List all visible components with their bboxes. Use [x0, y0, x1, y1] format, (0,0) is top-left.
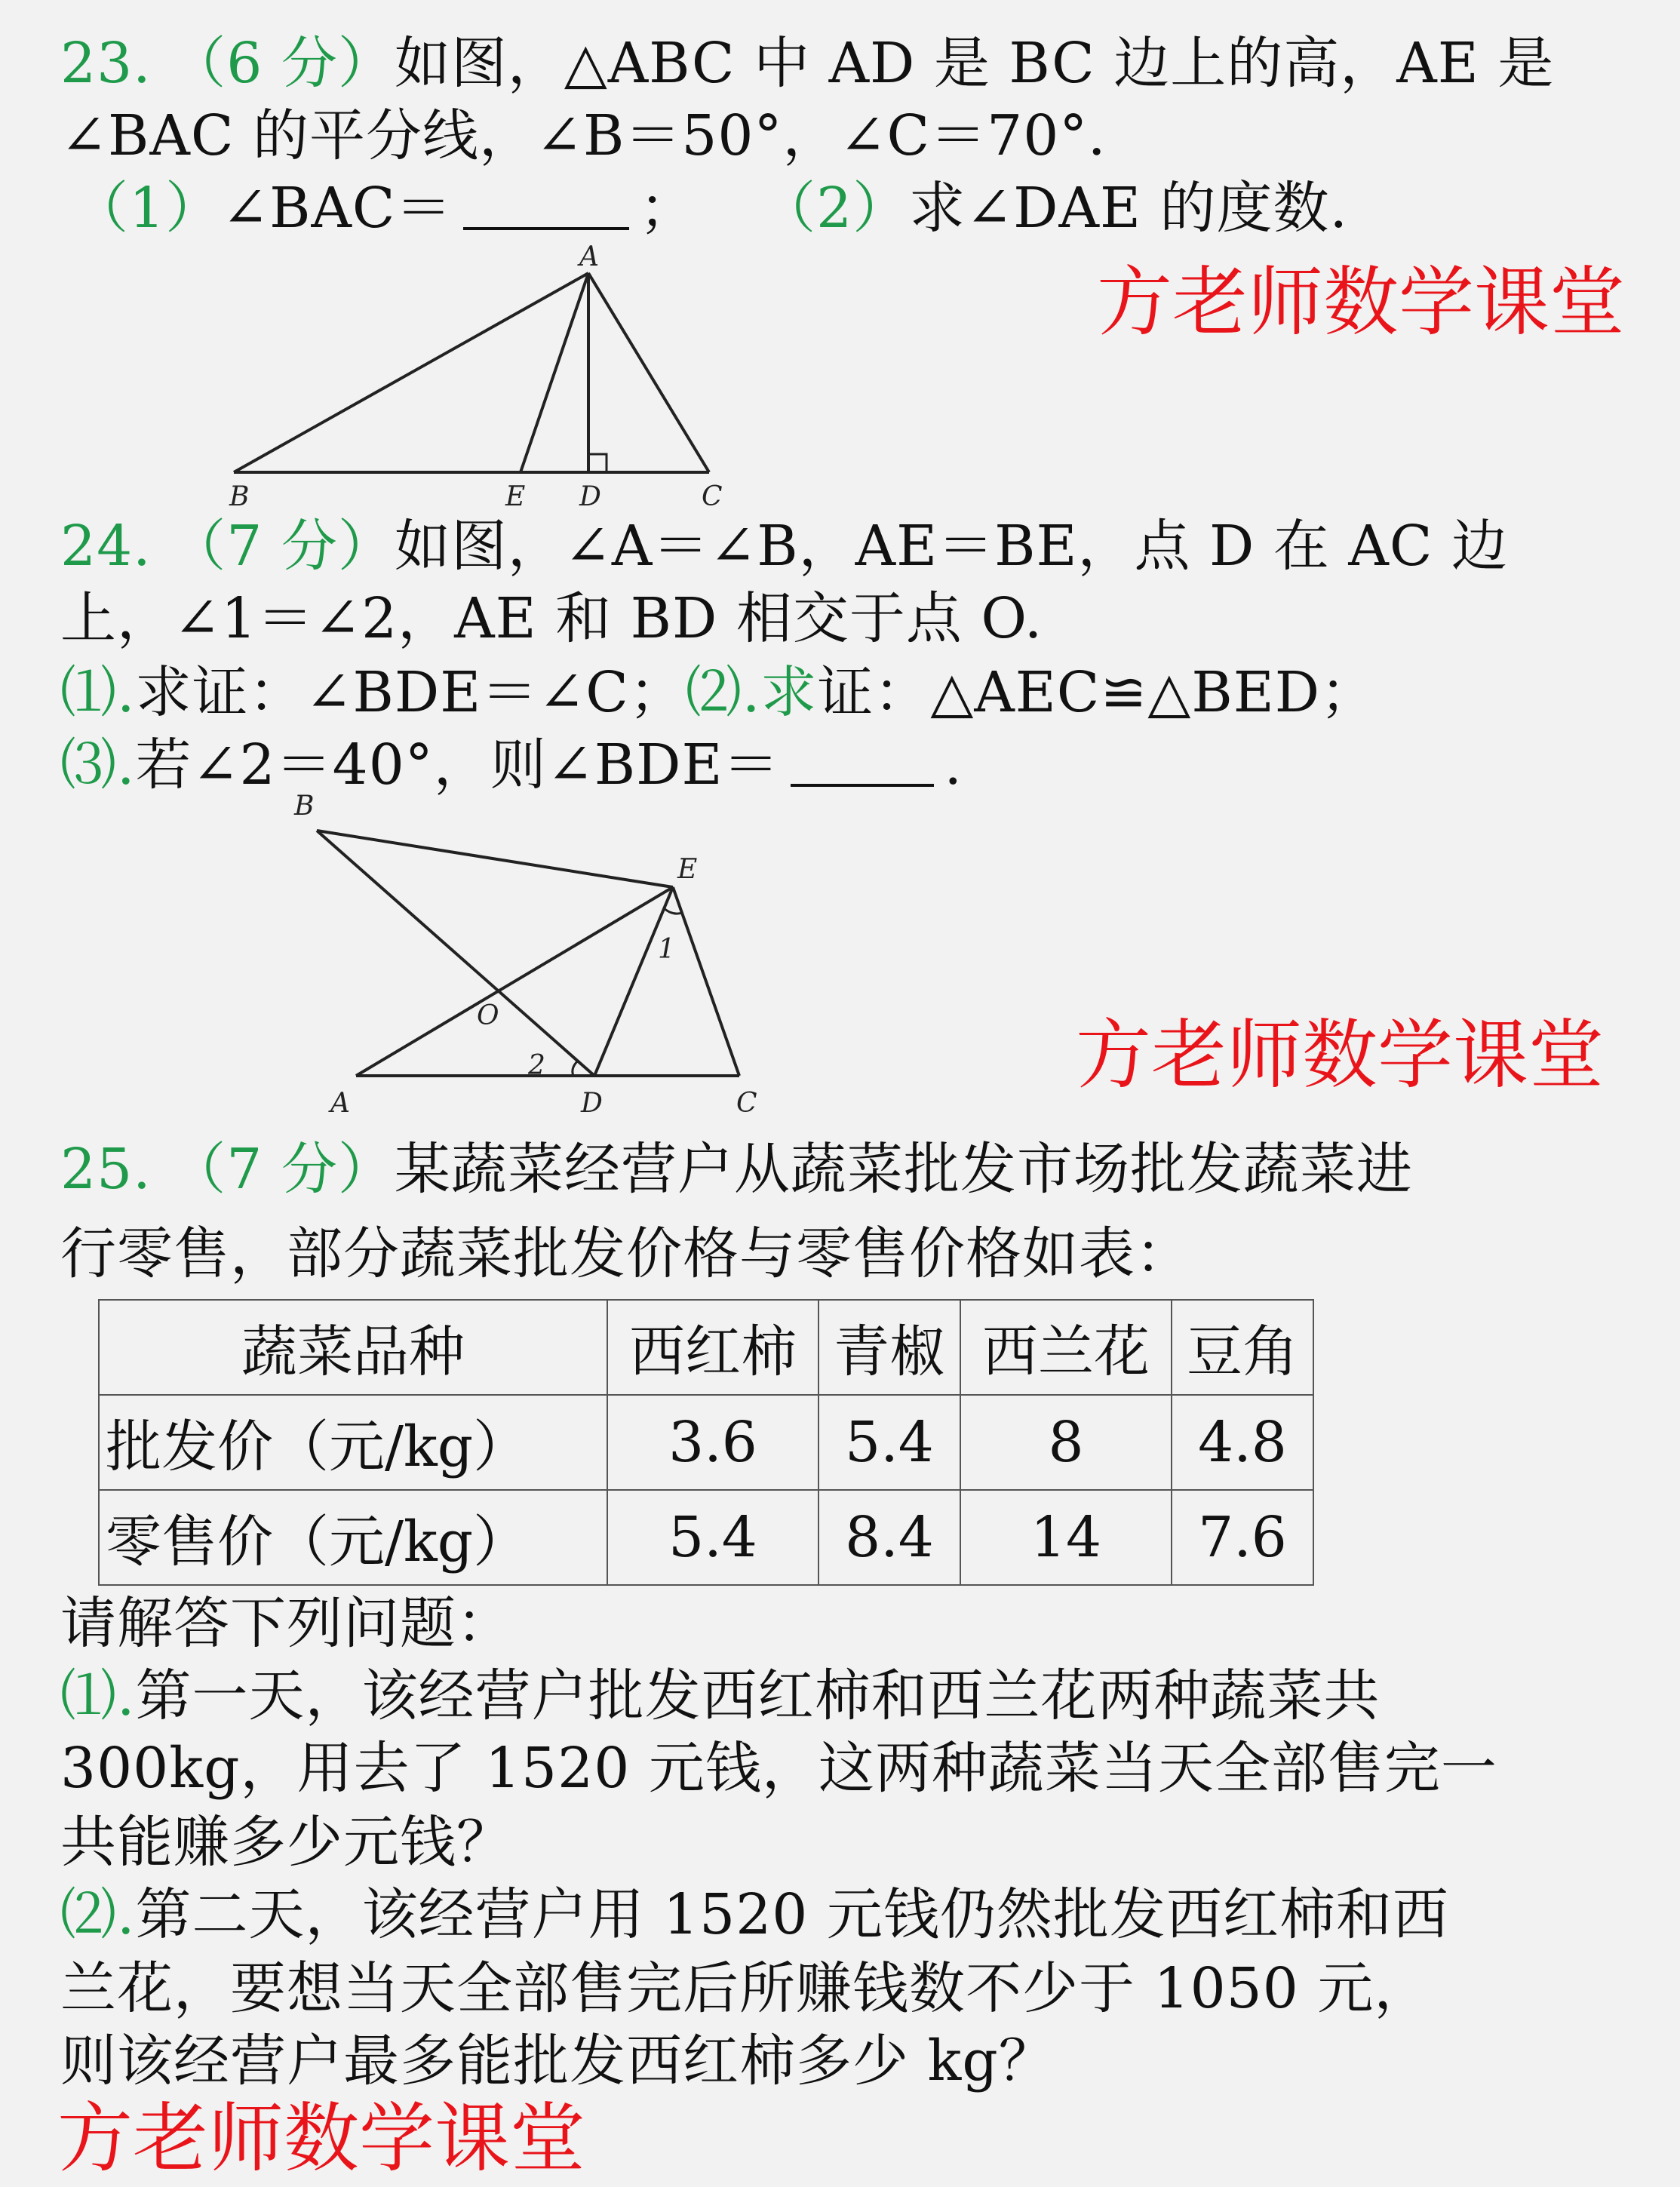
- fig23-segment-ac: [588, 273, 709, 472]
- table-row: [99, 1490, 1313, 1585]
- table-header-row: [99, 1300, 1313, 1395]
- fig23-label-e: E: [505, 481, 526, 512]
- q25-part1-line-3: 共能赚多少元钱？: [60, 1810, 513, 1875]
- table-cell: 5.4: [607, 1490, 819, 1585]
- table-cell: 4.8: [1172, 1395, 1313, 1490]
- fig23-label-c: C: [702, 481, 723, 512]
- fig23-label-d: D: [579, 481, 601, 512]
- vegetable-price-table: [98, 1299, 1314, 1586]
- q24-line-4: [60, 729, 963, 801]
- q25-part2-text-1: 第二天，该经营户用 1520 元钱仍然批发西红柿和西: [135, 1882, 1449, 1947]
- q24-part3-tail: .: [944, 733, 963, 797]
- q25-part2-line-2: 兰花，要想当天全部售完后所赚钱数不少于 1050 元，: [60, 1956, 1431, 2021]
- fig24-label-a: A: [330, 1088, 350, 1119]
- q24-line-1: [60, 510, 1508, 582]
- fig23-label-a: A: [579, 241, 599, 272]
- table-row-header: 零售价（元/kg）: [99, 1490, 607, 1585]
- q24-part1-text: 求证：∠BDE＝∠C；: [135, 660, 686, 725]
- q24-score: （7 分）: [170, 514, 395, 579]
- table-row-header: 批发价（元/kg）: [99, 1395, 607, 1490]
- q24-line-3: [60, 656, 1377, 729]
- table-cell: 5.4: [819, 1395, 960, 1490]
- q25-line-2: 行零售，部分蔬菜批发价格与零售价格如表：: [60, 1221, 1192, 1286]
- q25-line-1: [60, 1133, 1413, 1206]
- q25-part2-label: ⑵.: [60, 1882, 136, 1947]
- fig23-label-b: B: [229, 481, 250, 512]
- q25-score: （7 分）: [170, 1137, 395, 1202]
- fig24-label-d: D: [581, 1088, 603, 1119]
- fig24-label-o: O: [477, 1000, 499, 1031]
- table-cell: 3.6: [607, 1395, 819, 1490]
- watermark-2: 方老师数学课堂: [1076, 1011, 1604, 1099]
- table-row: [99, 1395, 1313, 1490]
- table-cell: 8.4: [819, 1490, 960, 1585]
- table-cell: 7.6: [1172, 1490, 1313, 1585]
- q25-number: 25.: [60, 1137, 152, 1202]
- figure-23-triangle: [219, 241, 747, 513]
- figure-24-triangles: [294, 791, 800, 1129]
- q23-line-3: [72, 172, 1348, 244]
- watermark-1: 方老师数学课堂: [1097, 258, 1625, 346]
- q25-part1-text-1: 第一天，该经营户批发西红柿和西兰花两种蔬菜共: [135, 1663, 1381, 1728]
- table-header-cell: 西红柿: [607, 1300, 819, 1395]
- fig23-segment-ab: [234, 273, 588, 472]
- q24-text-1: 如图，∠A＝∠B，AE＝BE，点 D 在 AC 边: [394, 514, 1508, 579]
- q24-part2-green: 求: [760, 660, 818, 725]
- q23-part1-tail: ；: [639, 176, 696, 241]
- q24-answer-blank: [791, 737, 934, 787]
- q24-part3-label: ⑶.: [60, 733, 136, 797]
- q23-part1-text: ∠BAC＝: [222, 176, 453, 241]
- fig24-label-b: B: [294, 791, 315, 822]
- q23-text-1: 如图，△ABC 中 AD 是 BC 边上的高，AE 是: [394, 31, 1555, 96]
- q23-part1-label: （1）: [72, 176, 223, 241]
- q23-part2-text: 求∠DAE 的度数.: [909, 176, 1349, 241]
- fig24-segment-ae: [356, 887, 673, 1076]
- table-header-cell: 蔬菜品种: [99, 1300, 607, 1395]
- q23-part2-label: （2）: [760, 176, 910, 241]
- q25-part2-line-1: [60, 1878, 1449, 1951]
- fig24-label-one: 1: [658, 934, 675, 965]
- q25-part1-line-1: [60, 1660, 1381, 1732]
- table-header-cell: 青椒: [819, 1300, 960, 1395]
- fig23-right-angle-mark: [588, 454, 607, 472]
- q25-prompt: 请解答下列问题：: [60, 1591, 513, 1656]
- fig24-angle-2-arc: [573, 1061, 578, 1076]
- q24-part2-label: ⑵.: [685, 660, 761, 725]
- fig23-segment-ae: [521, 273, 588, 472]
- fig24-segment-de: [594, 887, 673, 1076]
- q24-number: 24.: [60, 514, 152, 579]
- watermark-3: 方老师数学课堂: [57, 2094, 585, 2182]
- fig24-segment-ec: [673, 887, 739, 1076]
- table-header-cell: 豆角: [1172, 1300, 1313, 1395]
- q24-part3-text: 若∠2＝40°，则∠BDE＝: [135, 733, 780, 797]
- q24-part2-text: 证：△AEC≌△BED；: [817, 660, 1377, 725]
- q23-line-1: [60, 27, 1554, 100]
- q23-line-2: ∠BAC 的平分线，∠B＝50°，∠C＝70°．: [60, 103, 1145, 168]
- q24-line-2: 上，∠1＝∠2，AE 和 BD 相交于点 O.: [60, 586, 1043, 651]
- q23-answer-blank: [463, 180, 629, 230]
- q25-text-1: 某蔬菜经营户从蔬菜批发市场批发蔬菜进: [394, 1137, 1413, 1202]
- q25-part1-line-2: 300kg，用去了 1520 元钱，这两种蔬菜当天全部售完一: [60, 1736, 1497, 1801]
- q25-part1-label: ⑴.: [60, 1663, 136, 1728]
- q25-part2-line-3: 则该经营户最多能批发西红柿多少 kg？: [60, 2029, 1055, 2093]
- table-cell: 8: [960, 1395, 1172, 1490]
- table-cell: 14: [960, 1490, 1172, 1585]
- fig24-label-two: 2: [528, 1050, 545, 1081]
- q23-score: （6 分）: [170, 31, 395, 96]
- q24-part1-label: ⑴.: [60, 660, 136, 725]
- fig24-label-c: C: [736, 1088, 757, 1119]
- q23-number: 23.: [60, 31, 152, 96]
- table-header-cell: 西兰花: [960, 1300, 1172, 1395]
- fig24-label-e: E: [677, 854, 698, 885]
